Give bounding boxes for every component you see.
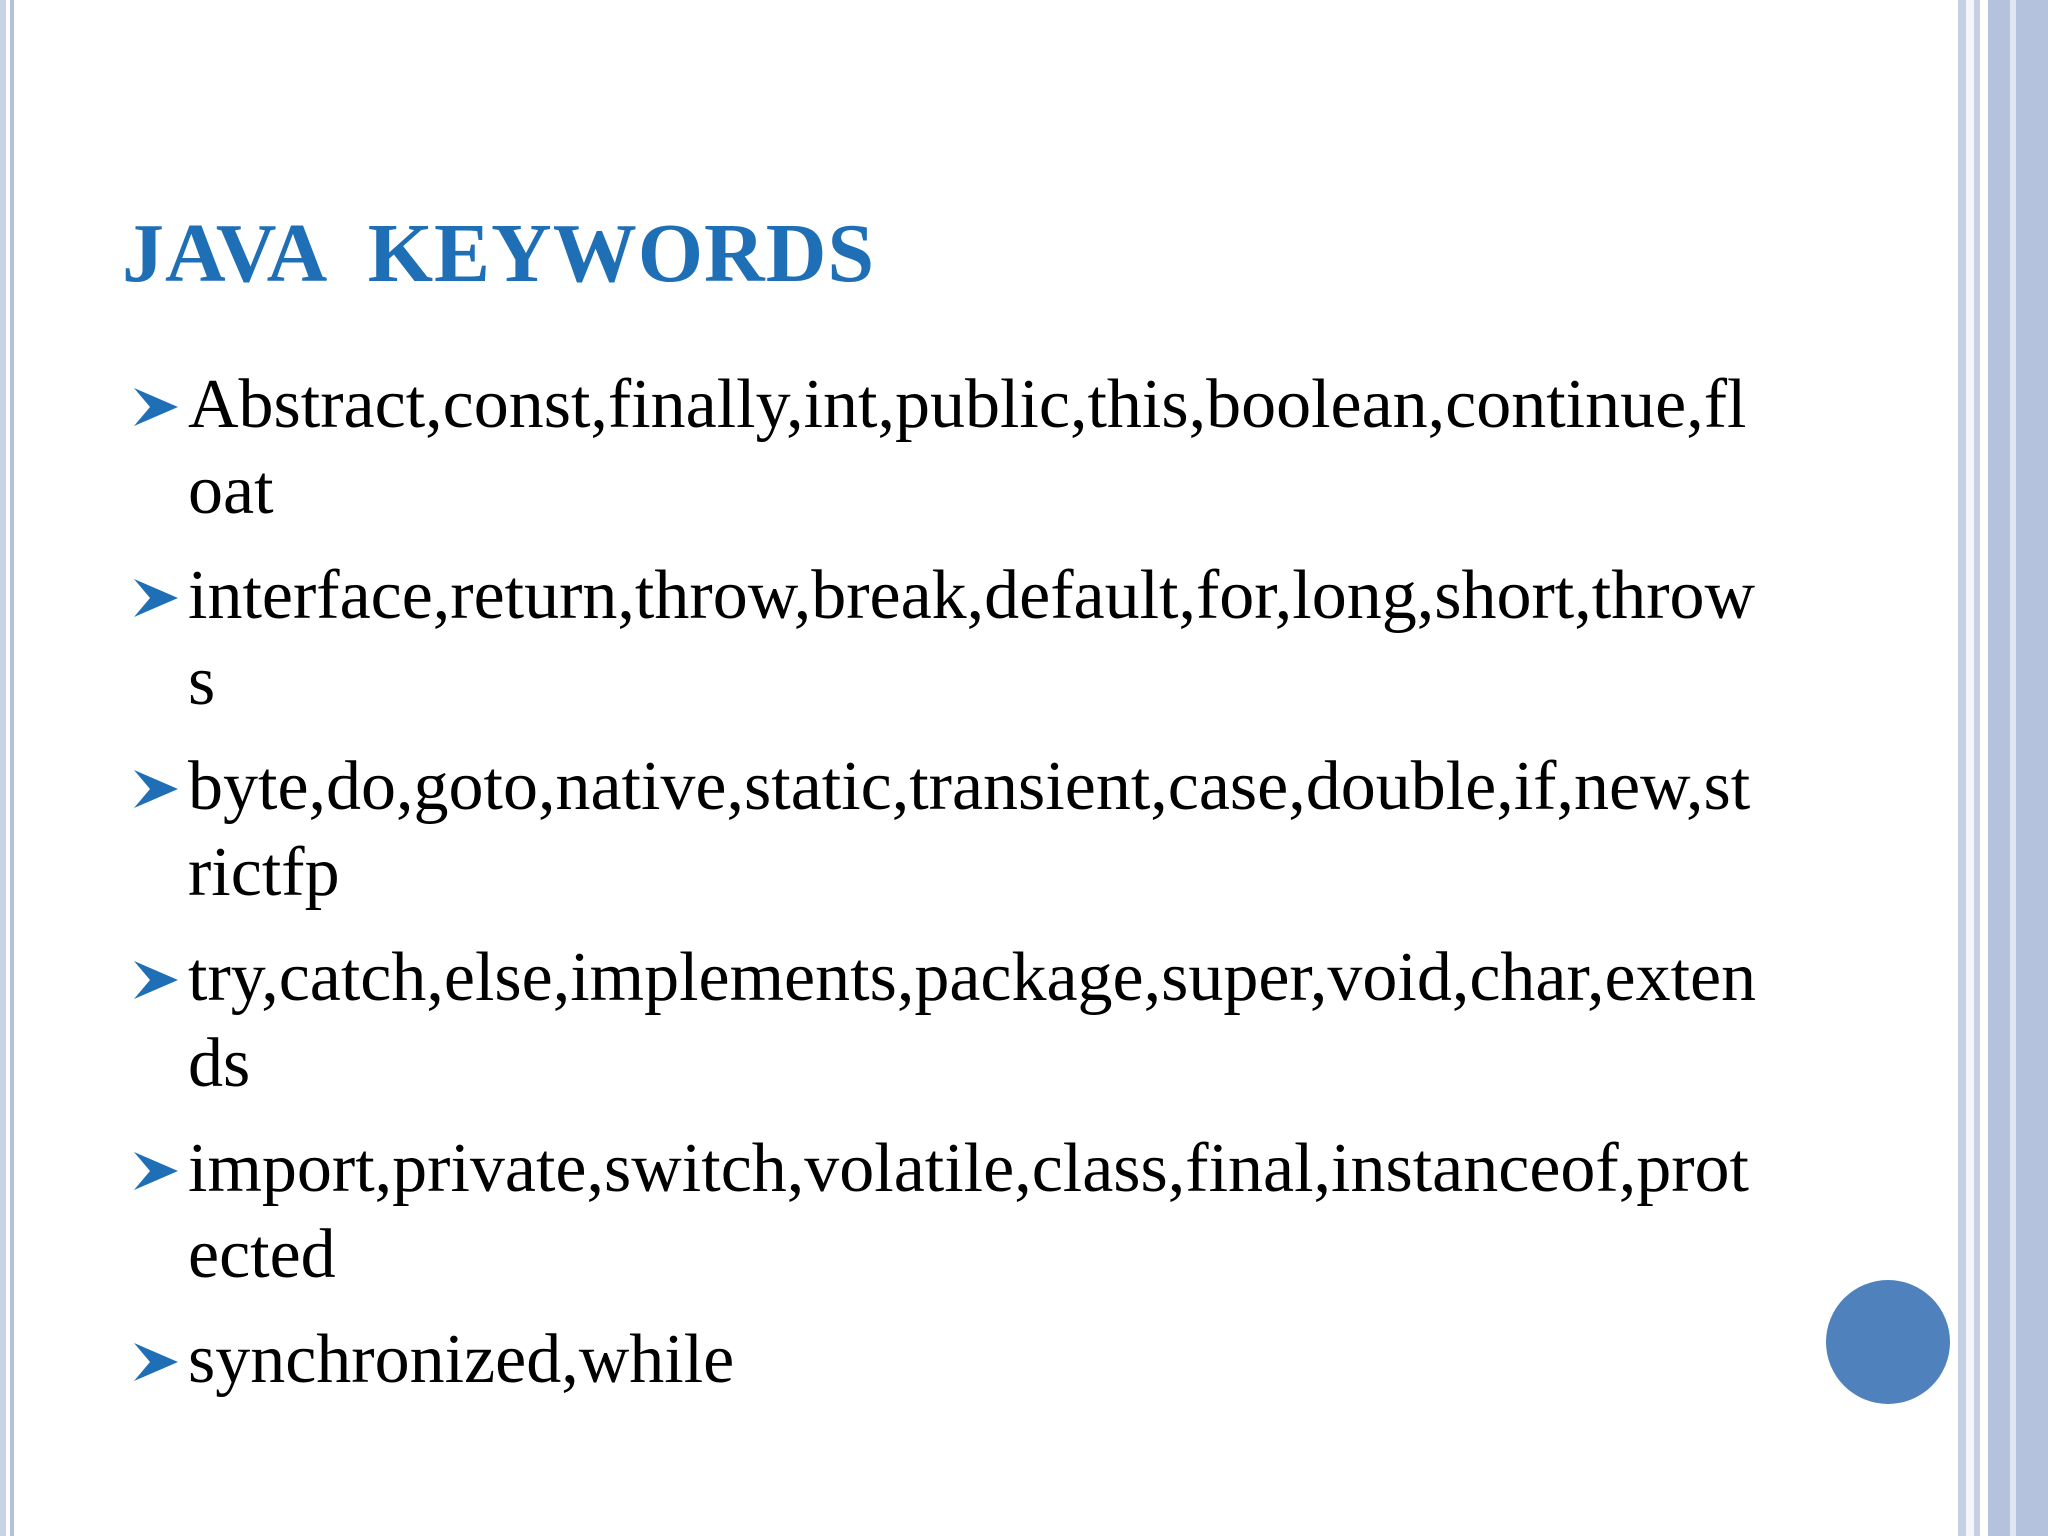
arrow-bullet-icon [130,957,182,1003]
keyword-bullet-list [130,362,1770,1422]
right-border-stripe [1974,0,1980,1536]
bullet-text: try,catch,else,implements,package,super,void,char,extends [188,939,1757,1102]
bullet-text: import,private,switch,volatile,class,final,instanceof,protected [188,1130,1749,1293]
bullet-text: synchronized,while [188,1321,735,1398]
decorative-circle [1826,1280,1950,1404]
arrow-bullet-icon [130,575,182,621]
arrow-bullet-icon [130,1339,182,1385]
slide-title: JAVA KEYWORDS [122,207,876,300]
bullet-item [130,1317,1770,1403]
arrow-bullet-icon [130,384,182,430]
bullet-text: interface,return,throw,break,default,for,long,short,throws [188,557,1756,720]
left-border-line [10,0,14,1536]
bullet-item [130,935,1770,1107]
bullet-text: Abstract,const,finally,int,public,this,boolean,continue,float [188,366,1747,529]
bullet-text: byte,do,goto,native,static,transient,case,double,if,new,strictfp [188,748,1751,911]
right-border-gap [1966,0,1974,1536]
arrow-bullet-icon [130,1148,182,1194]
arrow-bullet-icon [130,766,182,812]
right-border-stripe [1958,0,1966,1536]
right-border-stripe [1988,0,2010,1536]
bullet-item [130,744,1770,916]
right-border-stripe [2016,0,2048,1536]
bullet-item [130,553,1770,725]
bullet-item [130,362,1770,534]
left-border-line [0,0,6,1536]
bullet-item [130,1126,1770,1298]
